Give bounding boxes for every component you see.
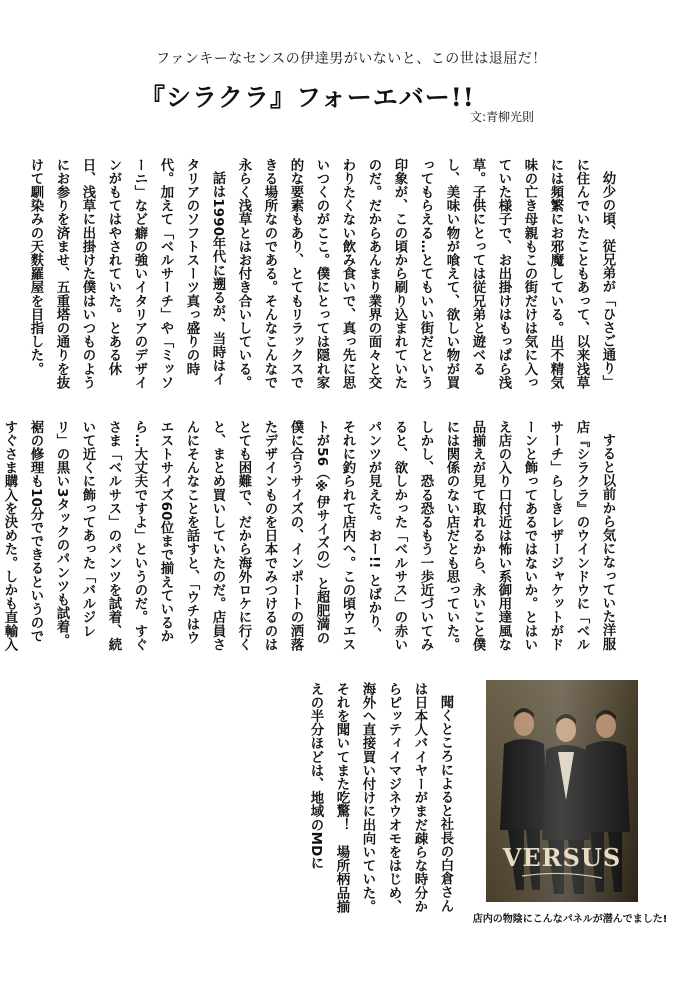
article-body-block-1 <box>28 158 620 390</box>
photo-caption: 店内の物陰にこんなパネルが潜んでました! <box>472 914 668 925</box>
paragraph-3: すると以前から気になっていた洋服店『シラクラ』のウインドウに「ベルサーチ」らしきレザージャケットがドーンと飾ってあるではないか。とはいえ店の入り口付近は怖い系御用達風な品揃えが見て取れるから、永いこと僕には関係のない店だとも思っていた。しかし、恐る恐るもう一歩近づいてみると、欲しかった「ベルサス」の赤いパンツが見えた。おー!! とばかり、それに釣られて店内へ。この頃ウエストが56（※伊サイズの）と超肥満の僕に合うサイズの、インポートの洒落たデザインものを日本でみつけるのはとても困難で、だから海外ロケに行くと、まとめ買いしていたのだ。店員さんにそんなことを話すと、「ウチはウエストサイズ60位まで揃えているから…大丈夫ですよ」というのだ。すぐさま「ベルサス」のパンツを試着、続いて近くに飾ってあった「バルジレリ」の黒い3タックのパンツも試着。裾の修理も10分でできるというのですぐさま購入を決めた。しかも直輸入 <box>2 420 615 652</box>
paragraph-2: 話は1990年代に遡るが、当時はイタリアのソフトスーツ真っ盛りの時代。加えて「ベルサーチ」や「ミッソーニ」など癖の強いイタリアのデザインがもてはやされていた。とある休日、浅草に出掛けた僕はいつものようにお参りを済ませ、五重塔の通りを抜けて馴染みの天麩羅屋を目指した。 <box>28 158 225 390</box>
subtitle: ファンキーなセンスの伊達男がいないと、この世は退屈だ！ <box>156 51 547 67</box>
versus-poster-illustration <box>486 680 638 902</box>
paragraph-1: 幼少の頃、従兄弟が「ひさご通り」に住んでいたこともあって、以来浅草には頻繁にお邪魔している。出不精気味の亡き母親もこの街だけは気に入っていた様子で、お出掛けはもっぱら浅草。子供にとっては従兄弟と遊べるし、美味い物が喰えて、欲しい物が買ってもらえる…とてもいい街だという印象が、この頃から刷り込まれていたのだ。だからあんまり業界の面々と交わりたくない飲み食いで、真っ先に思いつくのがここ。僕にとっては隠れ家的な要素もあり、とてもリラックスできる場所なのである。そんなこんなで永らく浅草とはお付き合いしている。 <box>236 158 615 390</box>
store-panel-photo <box>486 680 638 902</box>
byline: 文:青柳光則 <box>470 110 535 124</box>
article-body-block-2 <box>2 420 620 652</box>
paragraph-4: 聞くところによると社長の白倉さんは日本人バイヤーがまだ疎らな時分からピッティイマジネウオモをはじめ、海外へ直接買い付けに出向いていた。それを聞いてまた吃驚！ 場所柄品揃えの半分ほどは、地域のMDに <box>308 682 453 914</box>
brand-logo-text: VERSUS <box>502 843 622 872</box>
article-body-block-3 <box>80 682 458 922</box>
article-header <box>140 48 600 114</box>
article-title: 『シラクラ』フォーエバー!! <box>140 83 475 112</box>
